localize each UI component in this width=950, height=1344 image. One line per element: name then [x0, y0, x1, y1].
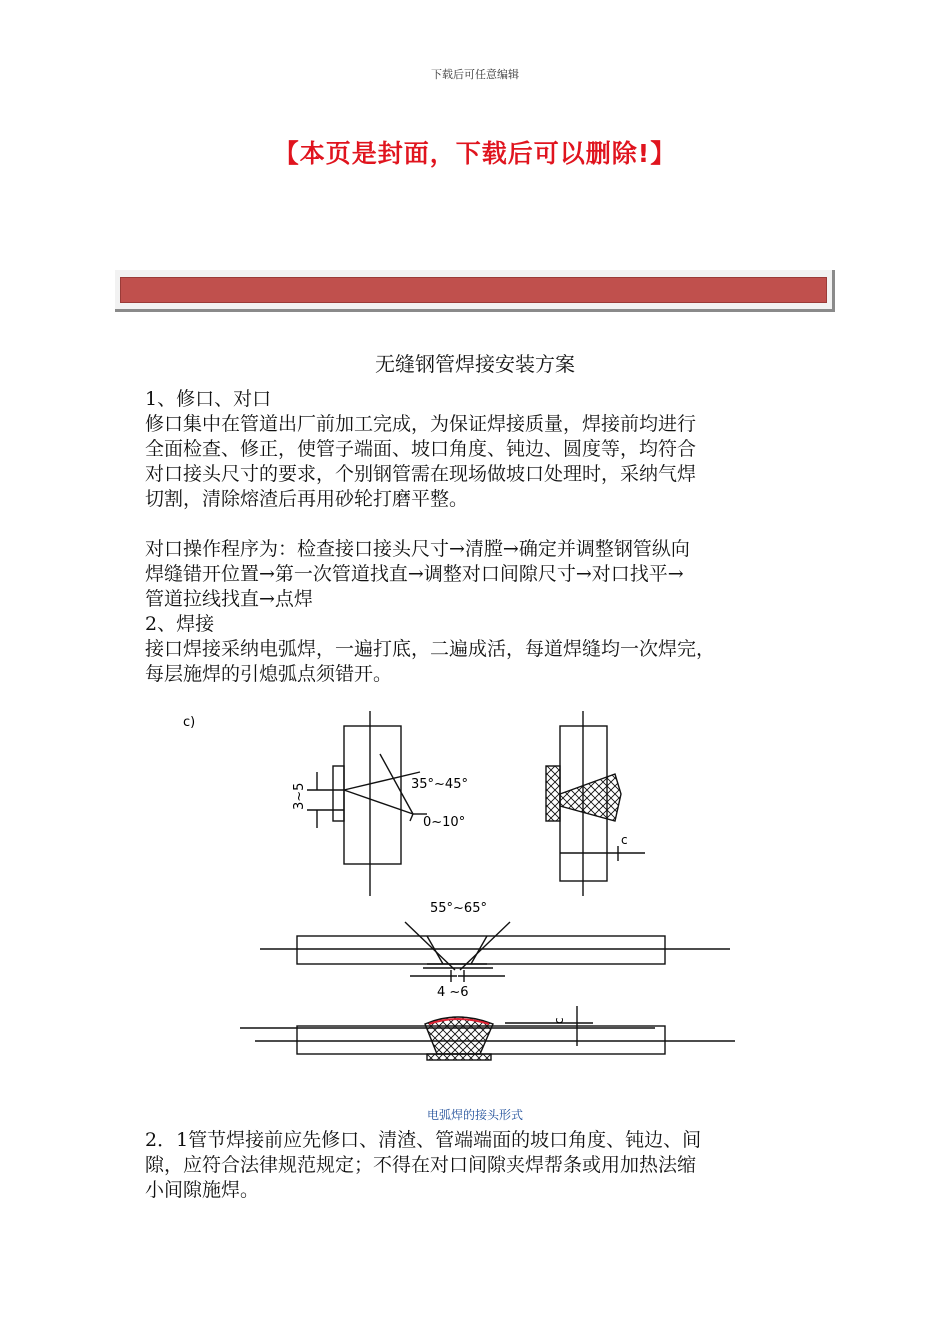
paragraph-line: 对口操作程序为：检查接口接头尺寸→清膛→确定并调整钢管纵向	[145, 538, 690, 560]
section-1-text	[145, 387, 845, 512]
paragraph-line: 2．1管节焊接前应先修口、清渣、管端端面的坡口角度、钝边、间	[145, 1129, 702, 1151]
decorative-banner	[115, 270, 835, 312]
banner-bar	[120, 277, 827, 303]
welded-horizontal-joint	[240, 1006, 735, 1060]
section-2-text	[145, 537, 845, 687]
bevel-joint-left	[307, 711, 427, 896]
paragraph-line: 隙，应符合法律规范规定；不得在对口间隙夹焊帮条或用加热法缩	[145, 1154, 697, 1176]
diagram-label-c-right: c	[621, 833, 628, 847]
diagram-label-c: c)	[183, 715, 196, 730]
angle-0-10: 0~10°	[423, 815, 466, 830]
gap-4-6: 4 ~6	[437, 985, 469, 1000]
paragraph-line: 切割，清除熔渣后再用砂轮打磨平整。	[145, 488, 469, 510]
paragraph-line: 修口集中在管道出厂前加工完成，为保证焊接质量，焊接前均进行	[145, 413, 697, 435]
diagram-label-c-bottom: c	[552, 1017, 566, 1024]
cover-note: 【本页是封面，下载后可以删除!】	[273, 139, 677, 168]
paragraph-line: 接口焊接采纳电弧焊，一遍打底，二遍成活，每道焊缝均一次焊完，	[145, 638, 716, 660]
v-groove-joint	[260, 922, 730, 982]
paragraph-line: 每层施焊的引熄弧点须错开。	[145, 663, 393, 685]
angle-55-65: 55°~65°	[430, 901, 487, 916]
header-note: 下载后可任意编辑	[431, 68, 519, 81]
figure-caption: 电弧焊的接头形式	[426, 1108, 523, 1122]
welded-joint-right	[546, 711, 645, 896]
paragraph-line: 管道拉线找直→点焊	[145, 588, 313, 610]
paragraph-line: 对口接头尺寸的要求，个别钢管需在现场做坡口处理时，采纳气焊	[145, 463, 697, 485]
paragraph-line: 2、焊接	[145, 613, 215, 635]
paragraph-line: 焊缝错开位置→第一次管道找直→调整对口间隙尺寸→对口找平→	[145, 563, 684, 585]
paragraph-line: 小间隙施焊。	[145, 1179, 260, 1201]
section-3-text	[145, 1128, 845, 1203]
angle-35-45: 35°~45°	[411, 777, 468, 792]
weld-joint-diagram	[175, 706, 755, 1076]
paragraph-line: 1、修口、对口	[145, 388, 272, 410]
document-title: 无缝钢管焊接安装方案	[375, 352, 575, 376]
dim-3-5: 3~5	[292, 782, 307, 810]
paragraph-line: 全面检查、修正，使管子端面、坡口角度、钝边、圆度等，均符合	[145, 438, 697, 460]
